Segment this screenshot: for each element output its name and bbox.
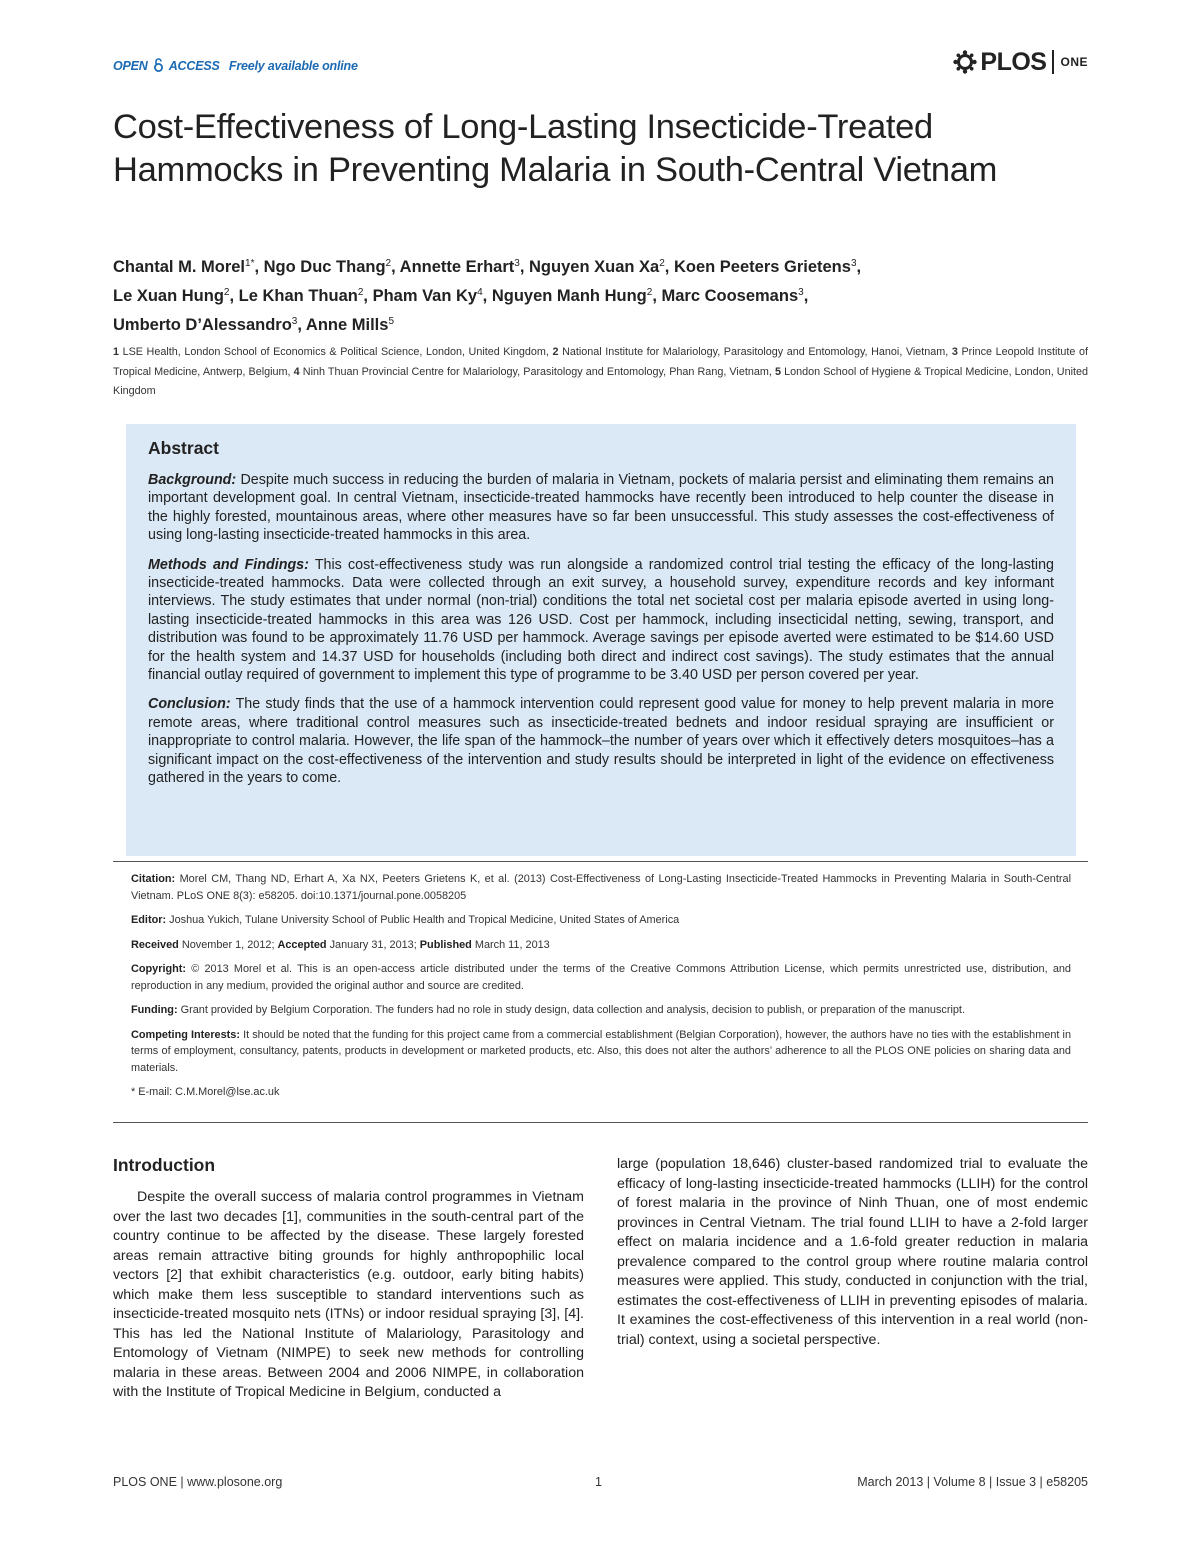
author-name: Marc Coosemans bbox=[661, 287, 799, 305]
open-lock-icon bbox=[153, 58, 164, 72]
plos-gear-icon bbox=[953, 50, 977, 74]
introduction-paragraph-1-continued: large (population 18,646) cluster-based randomized trial to evaluate the efficacy of long-lasting insecticide-treated hammocks (LLIH) for the control of forest malaria in the province of Ninh Thuan, one of most endemic provinces in Central Vietnam. The trial found LLIH to have a 2-fold larger effect on malaria incidence and a 1.6-fold greater reduction in malaria prevalence compared to the control group where routine malaria control measures were applied. This study, conducted in conjunction with the trial, estimates the cost-effectiveness of LLIH in preventing episodes of malaria. It examines the cost-effectiveness of this intervention in a real world (non-trial) context, using a societal perspective. bbox=[617, 1156, 1088, 1348]
author bbox=[674, 258, 861, 276]
author bbox=[400, 258, 529, 276]
corresponding-email[interactable]: * E-mail: C.M.Morel@lse.ac.uk bbox=[131, 1086, 280, 1098]
plos-wordmark: PLOS bbox=[980, 47, 1047, 76]
author-separator: , bbox=[652, 287, 662, 305]
author-name: Le Xuan Hung bbox=[113, 287, 224, 305]
author-separator: , bbox=[391, 258, 400, 276]
author-name: Ngo Duc Thang bbox=[263, 258, 386, 276]
author-name: Umberto D’Alessandro bbox=[113, 316, 292, 334]
author-name: Nguyen Xuan Xa bbox=[529, 258, 660, 276]
oa-free-label: Freely available online bbox=[228, 59, 358, 73]
author-list bbox=[113, 253, 1088, 340]
methods-text: This cost-effectiveness study was run alongside a randomized control trial testing the efficacy of the long-lasting insecticide-treated hammocks. Data were collected through an exit survey, a household survey, expenditure records and key informant interviews. The study estimates that under normal (non-trial) conditions the total net societal cost per malaria episode averted in using long-lasting insecticide-treated hammocks in this area was 126 USD. Cost per hammock, including insecticidal netting, sewing, transport, and distribution was found to be approximately 11.76 USD per hammock. Average savings per episode averted were estimated to be $14.60 USD for the health system and 14.37 USD for households (including both direct and indirect cost savings). The study estimates that the annual financial outlay required of government to implement this type of programme to be 3.40 USD per person covered per year. bbox=[148, 556, 1054, 684]
author bbox=[113, 287, 239, 305]
published-label: Published bbox=[419, 938, 472, 951]
copyright-text: © 2013 Morel et al. This is an open-access article distributed under the terms of the Creative Commons Attribution License, which permits unrestricted use, distribution, and reproduction in any medium, provided the original author and source are credited. bbox=[131, 963, 1071, 992]
author bbox=[113, 258, 264, 276]
author-name: Annette Erhart bbox=[399, 258, 515, 276]
abstract-background bbox=[148, 471, 1054, 545]
oa-access-label: ACCESS bbox=[168, 59, 220, 73]
abstract-box bbox=[126, 424, 1076, 856]
accepted-text: January 31, 2013; bbox=[326, 938, 420, 951]
footer-journal[interactable]: PLOS ONE | www.plosone.org bbox=[113, 1475, 283, 1489]
editor bbox=[131, 912, 1071, 929]
author bbox=[306, 316, 394, 334]
affiliation-list bbox=[113, 343, 1088, 402]
author-affiliation-marker: 2 bbox=[223, 287, 230, 298]
author-separator: , bbox=[482, 287, 492, 305]
received-text: November 1, 2012; bbox=[178, 938, 278, 951]
abstract-conclusion bbox=[148, 695, 1054, 787]
funding-label: Funding: bbox=[131, 1004, 178, 1016]
affiliation bbox=[113, 346, 553, 358]
background-text: Despite much success in reducing the burden of malaria in Vietnam, pockets of malaria persist and eliminating them remains an important development goal. In central Vietnam, insecticide-treated hammocks have recently been introduced to help counter the disease in the highly forested, mountainous areas, where other measures have so far been unsuccessful. This study assesses the cost-effectiveness of using long-lasting insecticide-treated hammocks in this area. bbox=[148, 472, 1054, 544]
author-separator: , bbox=[519, 258, 530, 276]
author-affiliation-marker: 2 bbox=[659, 258, 665, 269]
received-label: Received bbox=[131, 938, 179, 951]
author-affiliation-marker: 5 bbox=[388, 316, 394, 327]
author bbox=[529, 258, 674, 276]
author-affiliation-marker: 2 bbox=[357, 287, 364, 298]
competing-interests bbox=[131, 1027, 1071, 1077]
affiliation-number: 2 bbox=[552, 346, 559, 358]
author-separator: , bbox=[229, 287, 239, 305]
body-column-left bbox=[113, 1155, 584, 1403]
affiliation-text: Ninh Thuan Provincial Centre for Malariology, Parasitology and Entomology, Phan Rang, Vietnam, bbox=[299, 365, 775, 378]
affiliation-number: 5 bbox=[774, 365, 781, 378]
author-name: Koen Peeters Grietens bbox=[673, 258, 851, 276]
open-access-banner bbox=[113, 58, 358, 73]
author-affiliation-marker: 1* bbox=[245, 258, 255, 269]
author-name: Le Khan Thuan bbox=[238, 287, 358, 305]
one-wordmark: ONE bbox=[1060, 55, 1088, 69]
author-name: Nguyen Manh Hung bbox=[491, 287, 647, 305]
methods-label: Methods and Findings: bbox=[148, 556, 309, 573]
affiliation-text: National Institute for Malariology, Parasitology and Entomology, Hanoi, Vietnam, bbox=[558, 346, 952, 358]
funding bbox=[131, 1002, 1071, 1019]
introduction-heading: Introduction bbox=[113, 1155, 216, 1175]
body-column-right bbox=[617, 1155, 1088, 1350]
affiliation bbox=[294, 366, 775, 378]
competing-text: It should be noted that the funding for this project came from a commercial establishment (Belgian Corporation), however, the authors have no ties with the establishment in terms of employment, consultancy, patents, products in development or marketed products, etc. Also, this does not alter the authors’ adherence to all the PLOS ONE policies on sharing data and materials. bbox=[131, 1028, 1071, 1074]
author bbox=[239, 287, 373, 305]
meta-divider-bottom bbox=[113, 1122, 1088, 1123]
author-affiliation-marker: 3 bbox=[514, 258, 520, 269]
affiliation bbox=[553, 346, 952, 358]
introduction-paragraph-1: Despite the overall success of malaria control programmes in Vietnam over the last two decades [1], communities in the south-central part of the country continue to be affected by the disease. These largely forested areas remain attractive biting grounds for highly anthropophilic local vectors [2] that exhibit characteristics (e.g. outdoor, early biting habits) which make them less susceptible to standard interventions such as insecticide-treated mosquito nets (ITNs) or indoor residual spraying [3], [4]. This has led the National Institute of Malariology, Parasitology and Entomology of Vietnam (NIMPE) to seek new methods for controlling malaria in these areas. Between 2004 and 2006 NIMPE, in collaboration with the Institute of Tropical Medicine in Belgium, conducted a bbox=[113, 1189, 584, 1400]
author-separator: , bbox=[664, 258, 674, 276]
article-title: Cost-Effectiveness of Long-Lasting Insecticide-Treated Hammocks in Preventing Malaria in South-Central Vietnam bbox=[113, 108, 998, 189]
citation-label: Citation: bbox=[131, 873, 176, 885]
page-number: 1 bbox=[595, 1475, 602, 1489]
abstract-heading: Abstract bbox=[148, 438, 219, 458]
citation bbox=[131, 871, 1071, 904]
author bbox=[492, 287, 662, 305]
author-affiliation-marker: 2 bbox=[385, 258, 392, 269]
author-affiliation-marker: 2 bbox=[646, 287, 653, 298]
page-footer bbox=[113, 1475, 1088, 1495]
author-name: Chantal M. Morel bbox=[113, 258, 246, 276]
author bbox=[113, 316, 306, 334]
published-text: March 11, 2013 bbox=[471, 938, 550, 951]
affiliation-text: LSE Health, London School of Economics & Political Science, London, United Kingdom, bbox=[119, 346, 553, 358]
editor-label: Editor: bbox=[131, 914, 167, 926]
meta-divider-top bbox=[113, 861, 1088, 862]
conclusion-label: Conclusion: bbox=[148, 696, 231, 713]
author-separator: , bbox=[803, 287, 809, 305]
author-separator: , bbox=[254, 258, 264, 276]
author-affiliation-marker: 3 bbox=[798, 287, 804, 298]
author bbox=[661, 287, 808, 305]
author-name: Pham Van Ky bbox=[372, 287, 478, 305]
author bbox=[373, 287, 492, 305]
copyright bbox=[131, 961, 1071, 994]
oa-open-label: OPEN bbox=[113, 59, 148, 73]
affiliation-text: London School of Hygiene & Tropical Medicine, London, United Kingdom bbox=[113, 365, 1089, 397]
logo-separator bbox=[1052, 50, 1054, 74]
page-header bbox=[113, 44, 1088, 84]
affiliation-number: 1 bbox=[113, 346, 120, 358]
dates bbox=[131, 937, 1071, 954]
article-metadata bbox=[131, 871, 1071, 1109]
affiliation-number: 4 bbox=[293, 365, 300, 378]
author-separator: , bbox=[363, 287, 373, 305]
competing-label: Competing Interests: bbox=[131, 1028, 240, 1041]
author-name: Anne Mills bbox=[305, 316, 389, 334]
plos-one-logo bbox=[953, 46, 1088, 78]
author-affiliation-marker: 3 bbox=[291, 316, 298, 327]
conclusion-text: The study finds that the use of a hammock intervention could represent good value for money to help prevent malaria in more remote areas, where traditional control measures such as insecticide-treated bednets and indoor residual spraying are insufficient or inappropriate to control malaria. However, the life span of the hammock–the number of years over which it effectively deters mosquitoes–has a significant impact on the cost-effectiveness of the intervention and study results should be interpreted in light of the evidence on effectiveness gathered in the years to come. bbox=[148, 696, 1054, 787]
affiliation-number: 3 bbox=[951, 346, 958, 358]
abstract-methods bbox=[148, 556, 1054, 685]
citation-text: Morel CM, Thang ND, Erhart A, Xa NX, Peeters Grietens K, et al. (2013) Cost-Effectiveness of Long-Lasting Insecticide-Treated Hammocks in Preventing Malaria in South-Central Vietnam. PLoS ONE 8(3): e58205. doi:10.1371/journal.pone.0058205 bbox=[131, 873, 1071, 902]
editor-text: Joshua Yukich, Tulane University School of Public Health and Tropical Medicine, United States of America bbox=[166, 914, 680, 926]
footer-issue-info: March 2013 | Volume 8 | Issue 3 | e58205 bbox=[857, 1475, 1088, 1489]
author-affiliation-marker: 3 bbox=[850, 258, 857, 269]
funding-text: Grant provided by Belgium Corporation. The funders had no role in study design, data collection and analysis, decision to publish, or preparation of the manuscript. bbox=[177, 1004, 965, 1016]
author-separator: , bbox=[297, 316, 306, 334]
affiliation-text: Prince Leopold Institute of Tropical Medicine, Antwerp, Belgium, bbox=[113, 346, 1088, 378]
copyright-label: Copyright: bbox=[131, 963, 187, 975]
accepted-label: Accepted bbox=[277, 938, 327, 951]
background-label: Background: bbox=[148, 472, 237, 488]
author-affiliation-marker: 4 bbox=[477, 287, 483, 298]
author bbox=[264, 258, 400, 276]
author-separator: , bbox=[856, 258, 862, 276]
